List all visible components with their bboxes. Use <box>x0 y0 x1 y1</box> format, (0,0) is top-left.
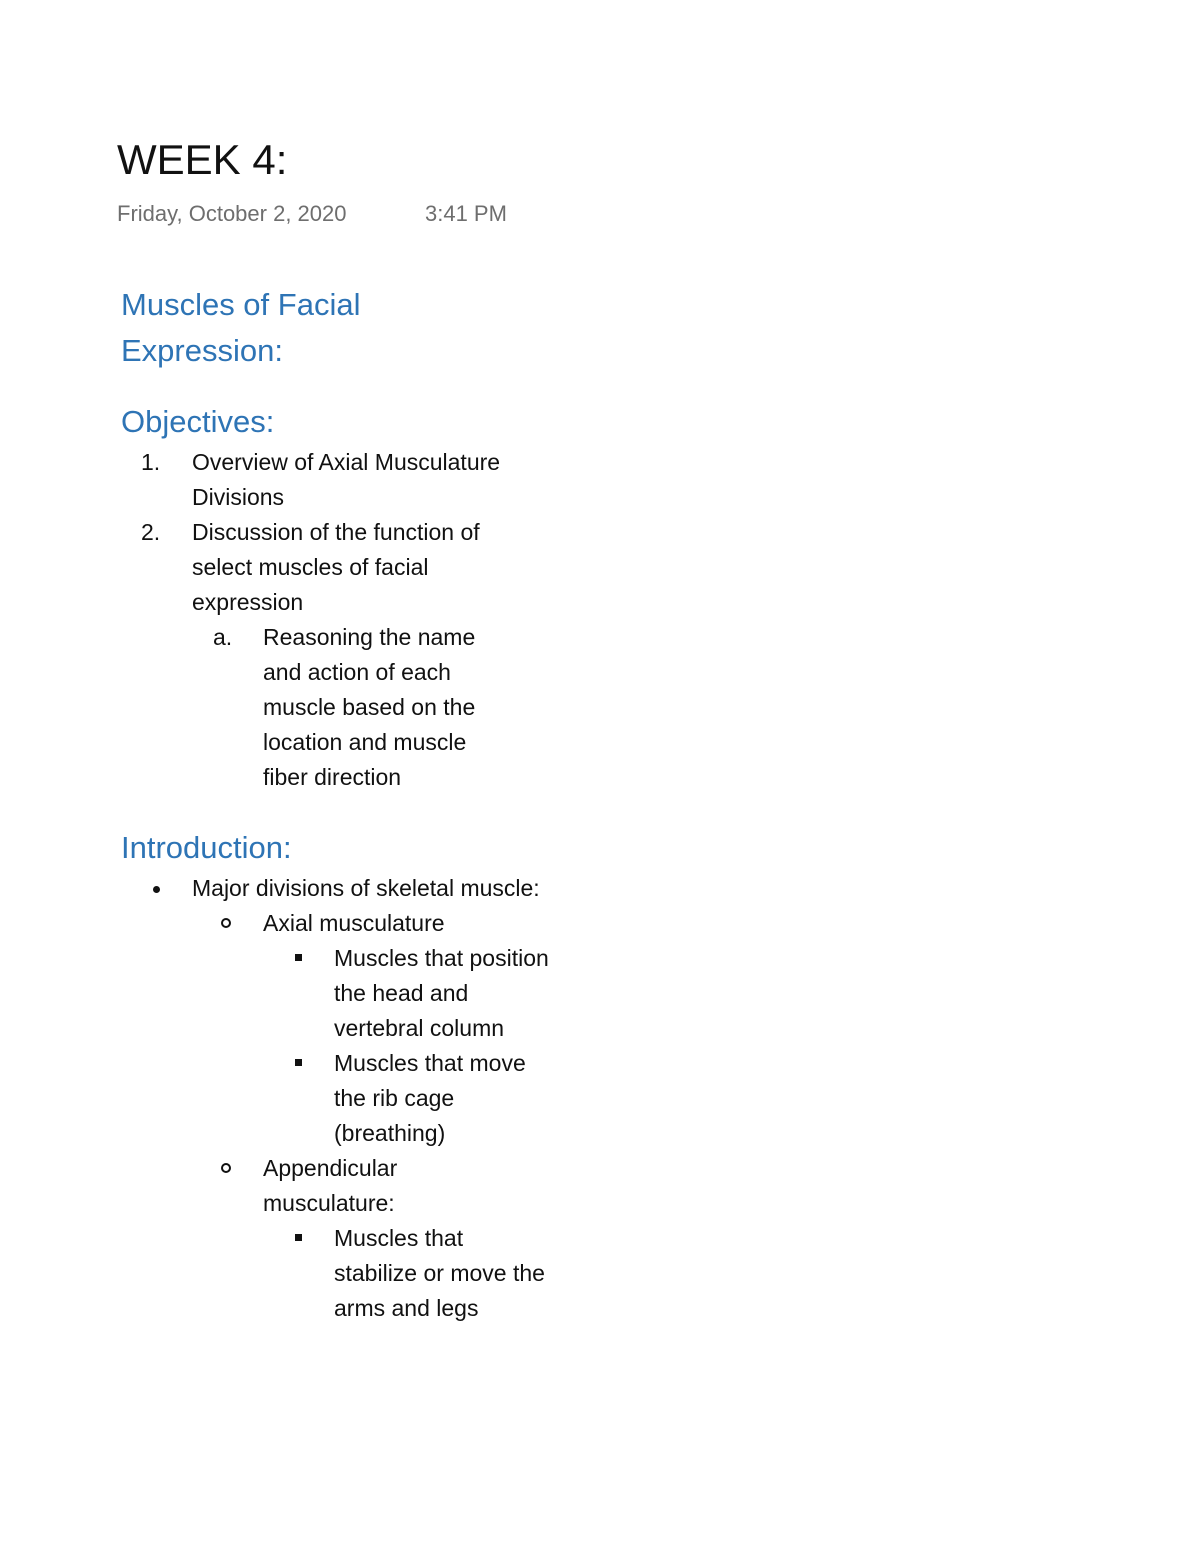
list-item-text: Appendicular musculature: <box>263 1155 398 1216</box>
heading-facial-expression: Muscles of Facial Expression: <box>121 287 361 368</box>
list-item <box>121 515 561 795</box>
objectives-sublist <box>192 620 561 795</box>
appendicular-sublist <box>263 1221 561 1326</box>
list-item-text: Discussion of the function of select muscles of facial expression <box>192 519 480 615</box>
list-item-text: Muscles that position the head and vertebral column <box>334 945 549 1041</box>
page-time: 3:41 PM <box>425 201 507 226</box>
list-item <box>192 906 561 1151</box>
list-letter: a. <box>213 624 233 650</box>
page-meta <box>117 199 507 229</box>
page-date: Friday, October 2, 2020 <box>117 201 347 226</box>
list-item-text: Muscles that stabilize or move the arms and legs <box>334 1225 545 1321</box>
list-number: 2. <box>141 519 161 545</box>
axial-sublist <box>263 941 561 1151</box>
list-item-text: Overview of Axial Musculature Divisions <box>192 449 501 510</box>
list-item <box>263 941 561 1046</box>
list-item <box>121 871 561 1326</box>
list-item <box>263 1221 561 1326</box>
list-item <box>263 1046 561 1151</box>
list-item-text: Axial musculature <box>263 910 445 936</box>
list-item-text: Reasoning the name and action of each muscle based on the location and muscle fiber direction <box>263 624 476 790</box>
page-title: WEEK 4: <box>117 136 288 183</box>
list-item-text: Muscles that move the rib cage (breathing) <box>334 1050 526 1146</box>
bullet-dot-icon <box>153 886 160 893</box>
bullet-circle-icon <box>221 1163 231 1173</box>
list-item <box>121 445 561 515</box>
bullet-square-icon <box>295 1234 302 1241</box>
introduction-sublist <box>192 906 561 1326</box>
list-item-text: Major divisions of skeletal muscle: <box>192 875 540 901</box>
bullet-square-icon <box>295 1059 302 1066</box>
heading-introduction: Introduction: <box>121 830 292 865</box>
objectives-list <box>121 445 561 795</box>
bullet-circle-icon <box>221 918 231 928</box>
list-item <box>192 620 561 795</box>
heading-objectives: Objectives: <box>121 404 275 439</box>
introduction-list <box>121 871 561 1326</box>
list-item <box>192 1151 561 1326</box>
list-number: 1. <box>141 449 161 475</box>
note-body <box>121 282 561 1326</box>
bullet-square-icon <box>295 954 302 961</box>
